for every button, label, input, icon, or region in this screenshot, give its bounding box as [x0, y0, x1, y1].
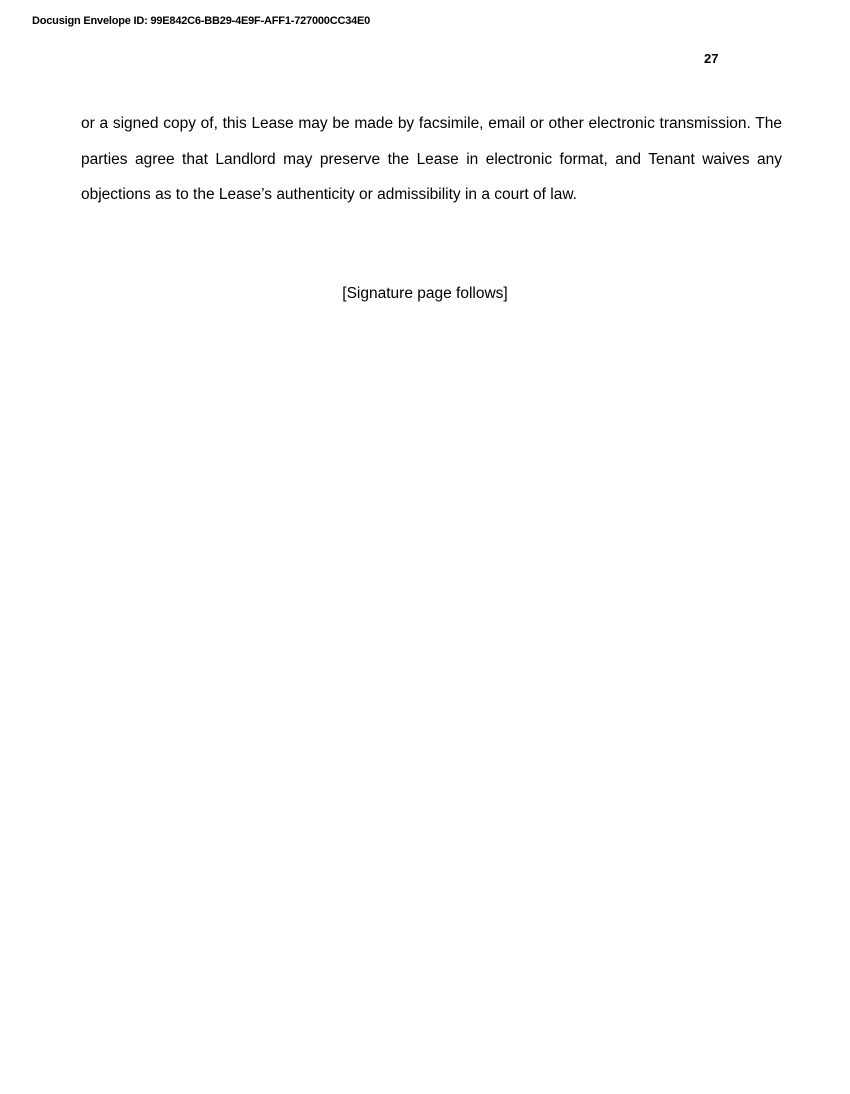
paragraph-line-1: or a signed copy of, this Lease may be made by facsimile, email or other electronic transmission. The	[81, 115, 782, 132]
signature-page-note: [Signature page follows]	[342, 285, 508, 302]
docusign-envelope-id: Docusign Envelope ID: 99E842C6-BB29-4E9F-AFF1-727000CC34E0	[32, 15, 371, 27]
paragraph-line-2: parties agree that Landlord may preserve the Lease in electronic format, and Tenant waives any	[81, 150, 782, 168]
page-number: 27	[704, 51, 719, 66]
paragraph-line-3: objections as to the Lease’s authenticity or admissibility in a court of law.	[81, 186, 577, 203]
lease-paragraph	[81, 106, 782, 213]
